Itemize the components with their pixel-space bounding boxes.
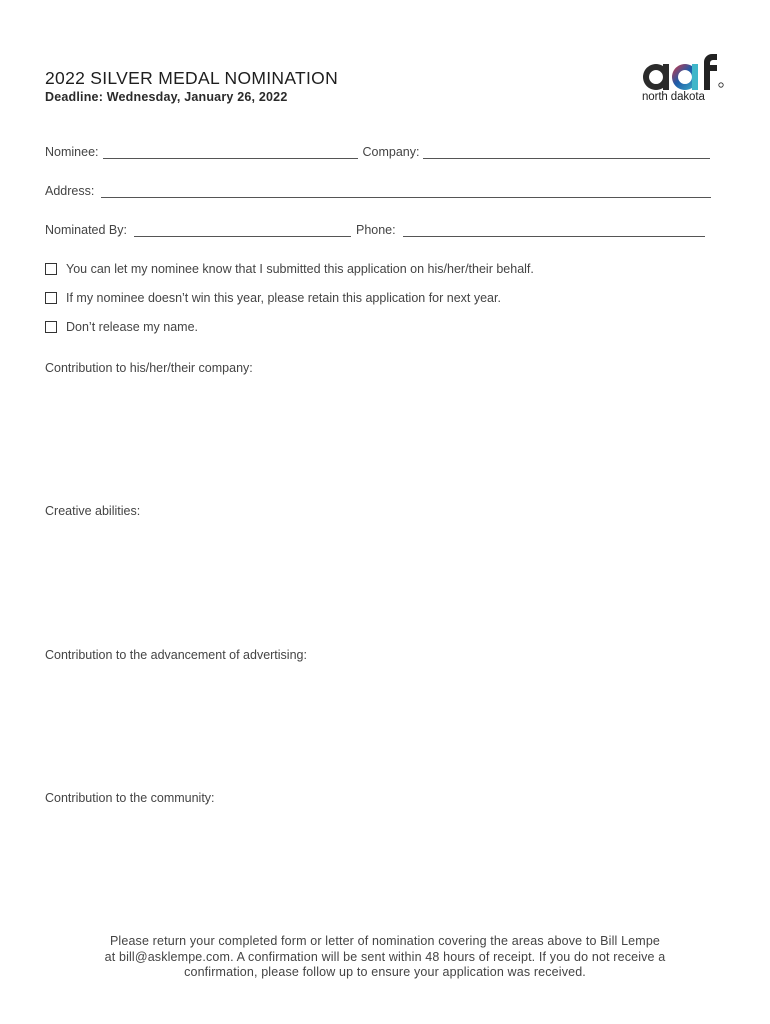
retain-checkbox-label: If my nominee doesn’t win this year, please retain this application for next year. [66, 291, 501, 305]
anonymous-checkbox-label: Don’t release my name. [66, 320, 199, 334]
nominated-phone-row [45, 223, 717, 237]
checkbox-row-anonymous [45, 320, 198, 334]
checkbox-row-retain [45, 291, 501, 305]
retain-checkbox[interactable] [45, 292, 57, 304]
anonymous-checkbox[interactable] [45, 321, 57, 333]
address-label: Address: [45, 184, 95, 198]
address-field[interactable] [101, 184, 711, 198]
notify-checkbox-label: You can let my nominee know that I submitted this application on his/her/their behalf. [66, 262, 534, 276]
logo-subtext: north dakota [642, 91, 705, 103]
nominee-label: Nominee: [45, 145, 99, 159]
footer-line-3: confirmation, please follow up to ensure your application was received. [184, 965, 586, 979]
logo-letter-f [704, 54, 723, 90]
phone-field[interactable] [403, 223, 705, 237]
nominated-by-label: Nominated By: [45, 223, 127, 237]
section-advertising-advancement: Contribution to the advancement of advertising: [45, 648, 307, 662]
community-contribution-answer-area[interactable] [45, 810, 717, 928]
checkbox-row-notify [45, 262, 534, 276]
footer-instructions [60, 934, 710, 981]
nominee-field[interactable] [103, 145, 358, 159]
address-row [45, 184, 717, 198]
company-contribution-answer-area[interactable] [45, 380, 717, 498]
form-title: 2022 SILVER MEDAL NOMINATION [45, 68, 339, 88]
advertising-advancement-answer-area[interactable] [45, 667, 717, 785]
notify-checkbox[interactable] [45, 263, 57, 275]
phone-label: Phone: [355, 223, 396, 237]
company-field[interactable] [423, 145, 710, 159]
creative-abilities-answer-area[interactable] [45, 523, 717, 641]
nominated-by-field[interactable] [134, 223, 351, 237]
logo-letter-a2 [672, 64, 698, 90]
section-community-contribution: Contribution to the community: [45, 791, 215, 805]
company-label: Company: [362, 145, 420, 159]
nominee-company-row [45, 145, 717, 159]
deadline-text: Deadline: Wednesday, January 26, 2022 [45, 90, 288, 104]
footer-line-1: Please return your completed form or letter of nomination covering the areas above to Bill Lempe [109, 934, 661, 948]
section-company-contribution: Contribution to his/her/their company: [45, 361, 253, 375]
section-creative-abilities: Creative abilities: [45, 504, 141, 518]
footer-line-2: at bill@asklempe.com. A confirmation will be sent within 48 hours of receipt. If you do not receive a [104, 949, 666, 964]
logo-letter-a1 [643, 64, 669, 90]
